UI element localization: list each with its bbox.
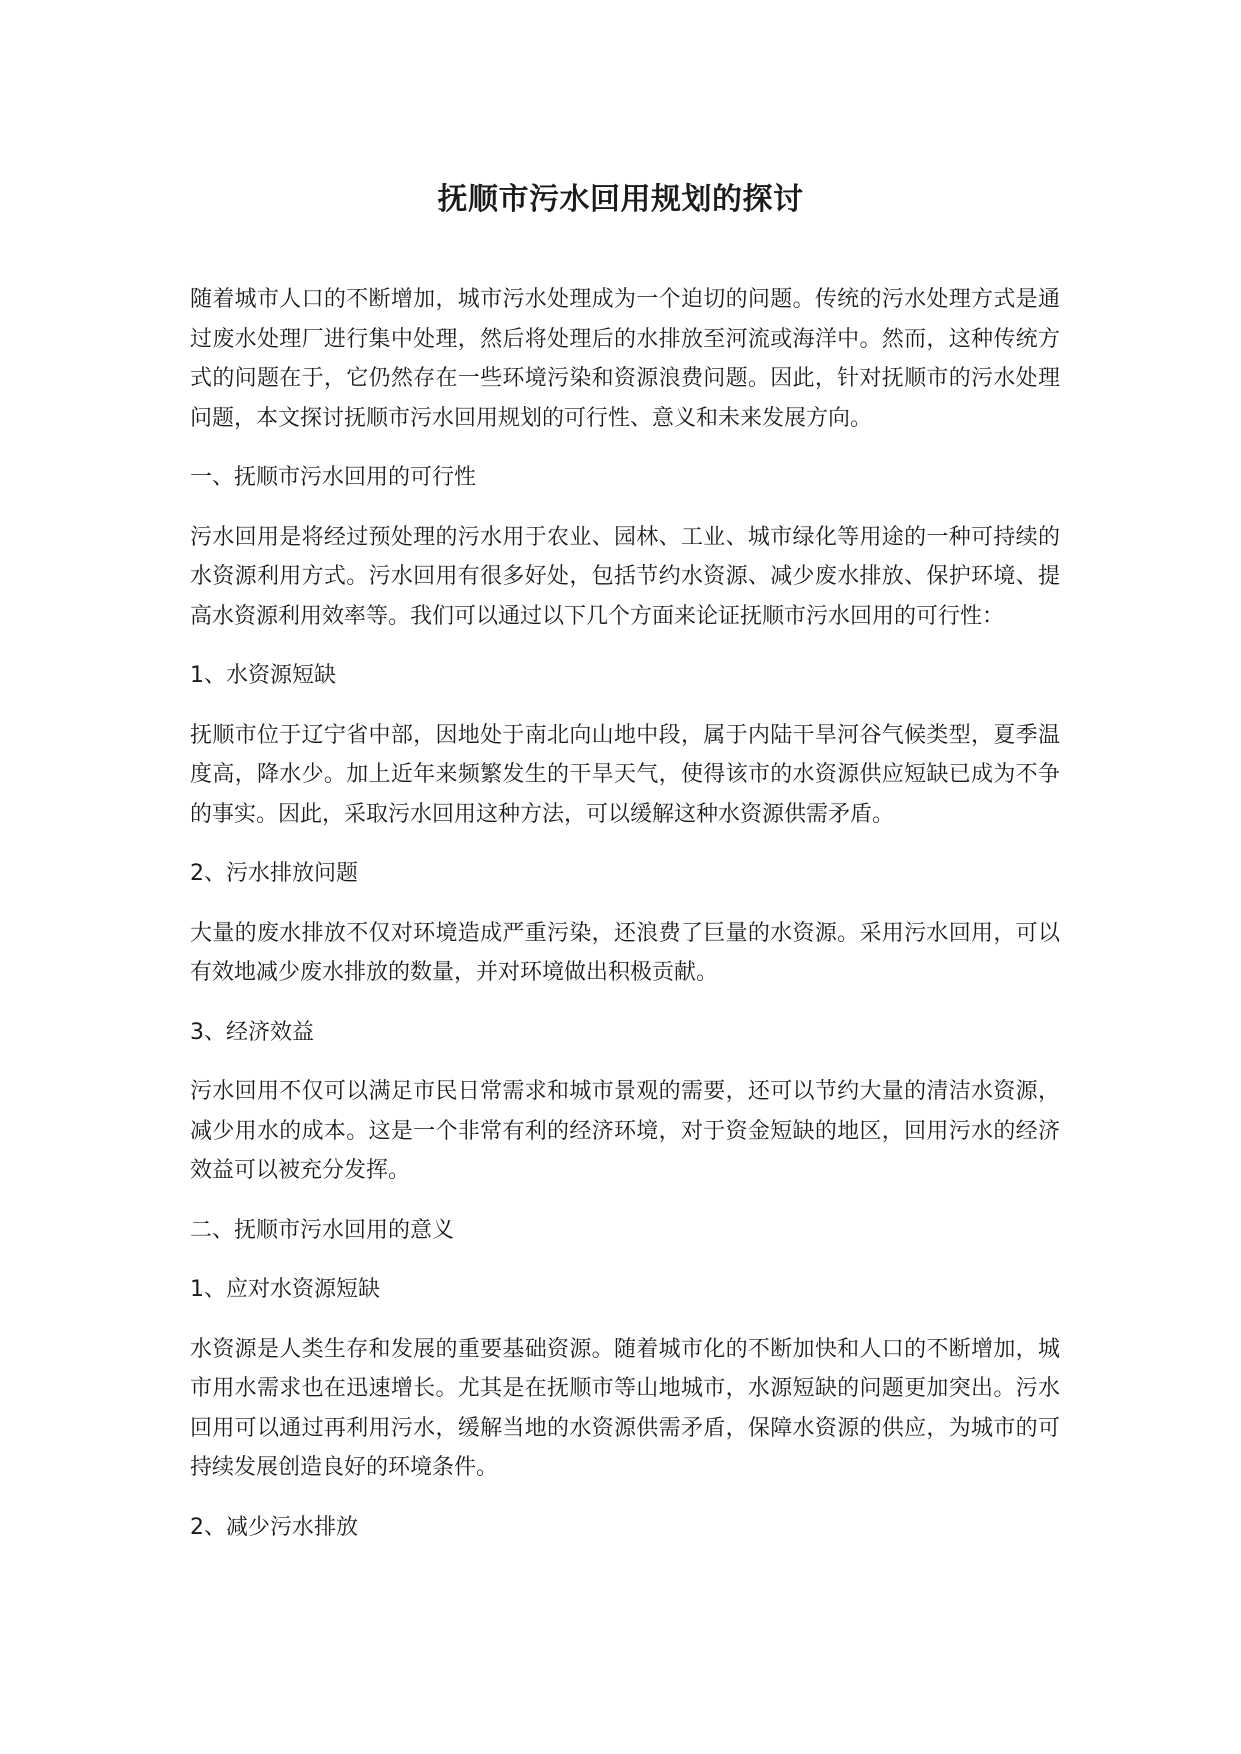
subheading-water-shortage: 1、水资源短缺 [190, 663, 336, 688]
document-body [190, 280, 1060, 1547]
paragraph-discharge: 大量的废水排放不仅对环境造成严重污染，还浪费了巨量的水资源。采用污水回用，可以有效地减少废水排放的数量，并对环境做出积极贡献。 [190, 920, 1060, 985]
subheading-reduce-discharge: 2、减少污水排放 [190, 1514, 358, 1540]
paragraph-feasibility: 污水回用是将经过预处理的污水用于农业、园林、工业、城市绿化等用途的一种可持续的水资源利用方式。污水回用有很多好处，包括节约水资源、减少废水排放、保护环境、提高水资源利用效率等。我们可以通过以下几个方面来论证抚顺市污水回用的可行性： [190, 524, 1060, 629]
document-title: 抚顺市污水回用规划的探讨 [437, 182, 804, 217]
paragraph-economic: 污水回用不仅可以满足市民日常需求和城市景观的需要，还可以节约大量的清洁水资源，减少用水的成本。这是一个非常有利的经济环境，对于资金短缺的地区，回用污水的经济效益可以被充分发挥。 [190, 1079, 1060, 1183]
section-heading-feasibility: 一、抚顺市污水回用的可行性 [190, 465, 477, 490]
subheading-economic: 3、经济效益 [190, 1019, 314, 1045]
subheading-cope-shortage: 1、应对水资源短缺 [190, 1277, 380, 1302]
paragraph-intro: 随着城市人口的不断增加，城市污水处理成为一个迫切的问题。传统的污水处理方式是通过废水处理厂进行集中处理，然后将处理后的水排放至河流或海洋中。然而，这种传统方式的问题在于，它仍然存在一些环境污染和资源浪费问题。因此，针对抚顺市的污水处理问题，本文探讨抚顺市污水回用规划的可行性、意义和未来发展方向。 [190, 287, 1060, 431]
paragraph-water-shortage: 抚顺市位于辽宁省中部，因地处于南北向山地中段，属于内陆干旱河谷气候类型，夏季温度高，降水少。加上近年来频繁发生的干旱天气，使得该市的水资源供应短缺已成为不争的事实。因此，采取污水回用这种方法，可以缓解这种水资源供需矛盾。 [190, 722, 1060, 827]
paragraph-cope-shortage: 水资源是人类生存和发展的重要基础资源。随着城市化的不断加快和人口的不断增加，城市用水需求也在迅速增长。尤其是在抚顺市等山地城市，水源短缺的问题更加突出。污水回用可以通过再利用污水，缓解当地的水资源供需矛盾，保障水资源的供应，为城市的可持续发展创造良好的环境条件。 [190, 1336, 1060, 1480]
subheading-discharge: 2、污水排放问题 [190, 861, 358, 886]
section-heading-significance: 二、抚顺市污水回用的意义 [190, 1217, 455, 1243]
